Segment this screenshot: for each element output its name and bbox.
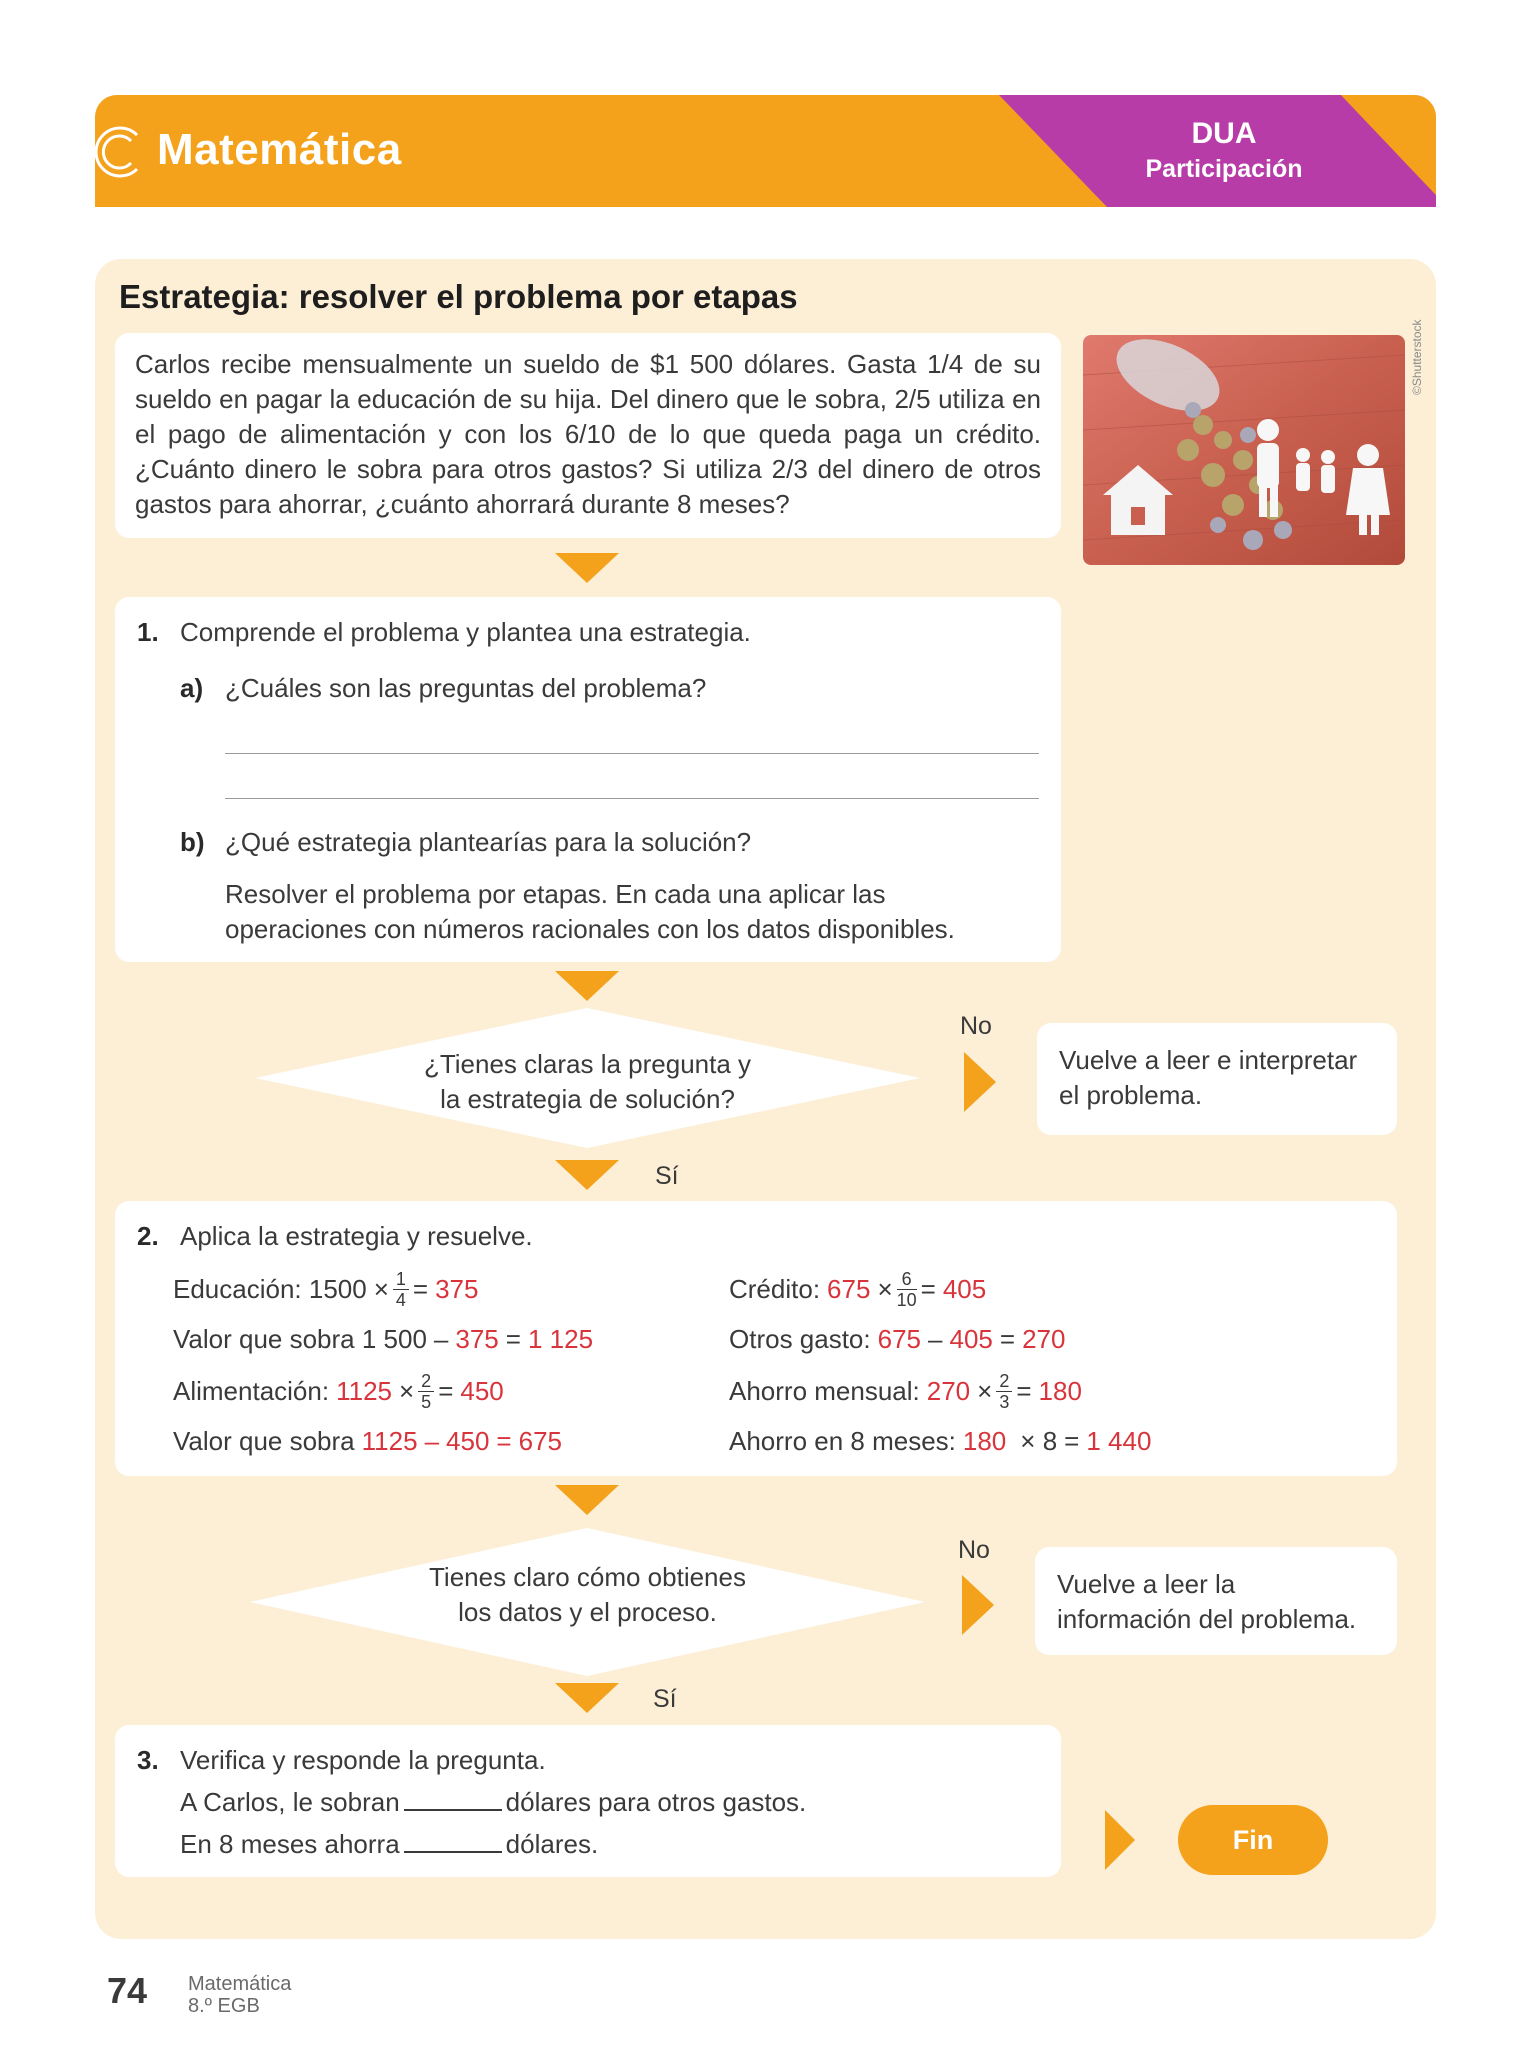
calc-valor-sobra-1: Valor que sobra 1 500 – 375 = 1 125 <box>173 1323 594 1354</box>
step-1-number: 1. <box>137 617 159 647</box>
step-3-card <box>115 1725 1061 1877</box>
calc-alimentacion: Alimentación: 1125 × $\frac{2}{5}$ = 450 <box>173 1370 504 1412</box>
blank-input[interactable] <box>404 1787 502 1811</box>
page-header <box>95 95 1436 207</box>
answer-line[interactable] <box>225 753 1039 754</box>
subject-logo-icon <box>95 121 147 183</box>
step-1b-question: ¿Qué estrategia plantearías para la solución? <box>225 827 752 857</box>
fin-button[interactable]: Fin <box>1178 1805 1328 1875</box>
step-2-card <box>115 1201 1397 1476</box>
decision-2-yes-label: Sí <box>653 1685 677 1713</box>
calc-otros-gastos: Otros gasto: 675 – 405 = 270 <box>729 1323 1066 1354</box>
flow-arrow-right-icon <box>962 1575 994 1635</box>
flow-arrow-right-icon <box>964 1052 996 1112</box>
decision-2-no-action: Vuelve a leer la información del problema. <box>1035 1547 1397 1655</box>
footer-book-info: Matemática 8.º EGB <box>188 1973 292 2017</box>
calc-educacion: Educación: 1500 × $\frac{1}{4}$ = 375 <box>173 1268 479 1310</box>
step-3-number: 3. <box>137 1745 159 1775</box>
step-3-answer-1: A Carlos, le sobran dólares para otros gastos. <box>180 1787 807 1817</box>
decision-1-question: ¿Tienes claras la pregunta y la estrategia de solución? <box>423 1049 752 1114</box>
flow-arrow-down-icon <box>555 1683 619 1713</box>
panel-title: Estrategia: resolver el problema por etapas <box>119 278 798 315</box>
photo-credit: ©Shutterstock <box>1410 319 1424 395</box>
calc-valor-sobra-2: Valor que sobra 1125 – 450 = 675 <box>173 1425 562 1456</box>
step-1a-letter: a) <box>180 673 204 703</box>
dua-badge <box>999 95 1436 207</box>
step-1-heading: Comprende el problema y plantea una estrategia. <box>180 617 751 647</box>
calc-credito: Crédito: 675 × $\frac{6}{10}$ = 405 <box>729 1268 987 1310</box>
step-3-heading: Verifica y responde la pregunta. <box>180 1745 546 1775</box>
calc-ahorro-8-meses: Ahorro en 8 meses: 180 × 8 = 1 440 <box>729 1425 1152 1456</box>
decision-1-no-action: Vuelve a leer e interpretar el problema. <box>1037 1023 1397 1135</box>
flow-arrow-right-icon <box>1105 1810 1135 1870</box>
answer-line[interactable] <box>225 798 1039 799</box>
subject-title: Matemática <box>157 125 402 174</box>
decision-2-question: Tienes claro cómo obtienes los datos y el proceso. <box>429 1562 746 1627</box>
flow-arrow-down-icon <box>555 971 619 1001</box>
decision-1-no-label: No <box>960 1012 992 1040</box>
money-family-photo <box>1083 335 1405 565</box>
dua-subtitle: Participación <box>1145 155 1303 183</box>
blank-input[interactable] <box>404 1829 502 1853</box>
flow-arrow-down-icon <box>555 1485 619 1515</box>
dua-title: DUA <box>1191 117 1257 150</box>
step-1b-answer: Resolver el problema por etapas. En cada una aplicar las operaciones con números racionales con los datos disponibles. <box>225 879 955 944</box>
flow-arrow-down-icon <box>555 553 619 583</box>
flow-arrow-down-icon <box>555 1160 619 1190</box>
step-2-heading: Aplica la estrategia y resuelve. <box>180 1221 533 1251</box>
page-number: 74 <box>107 1970 148 2011</box>
step-1-card <box>115 597 1061 962</box>
decision-2-no-label: No <box>958 1536 990 1564</box>
step-1b-letter: b) <box>180 827 205 857</box>
calc-ahorro-mensual: Ahorro mensual: 270 × $\frac{2}{3}$ = 180 <box>729 1370 1082 1412</box>
problem-statement: Carlos recibe mensualmente un sueldo de $1 500 dólares. Gasta 1/4 de su sueldo en pagar la educación de su hija. Del dinero que le sobra, 2/5 utiliza en el pago de alimentación y con los 6/10 de lo que queda paga un crédito. ¿Cuánto dinero le sobra para otros gastos? Si utiliza 2/3 del dinero de otros gastos para ahorrar, ¿cuánto ahorrará durante 8 meses? <box>115 333 1061 538</box>
step-1a-question: ¿Cuáles son las preguntas del problema? <box>225 673 707 703</box>
step-2-number: 2. <box>137 1221 159 1251</box>
step-3-answer-2: En 8 meses ahorra dólares. <box>180 1829 599 1859</box>
decision-1-yes-label: Sí <box>655 1162 679 1190</box>
